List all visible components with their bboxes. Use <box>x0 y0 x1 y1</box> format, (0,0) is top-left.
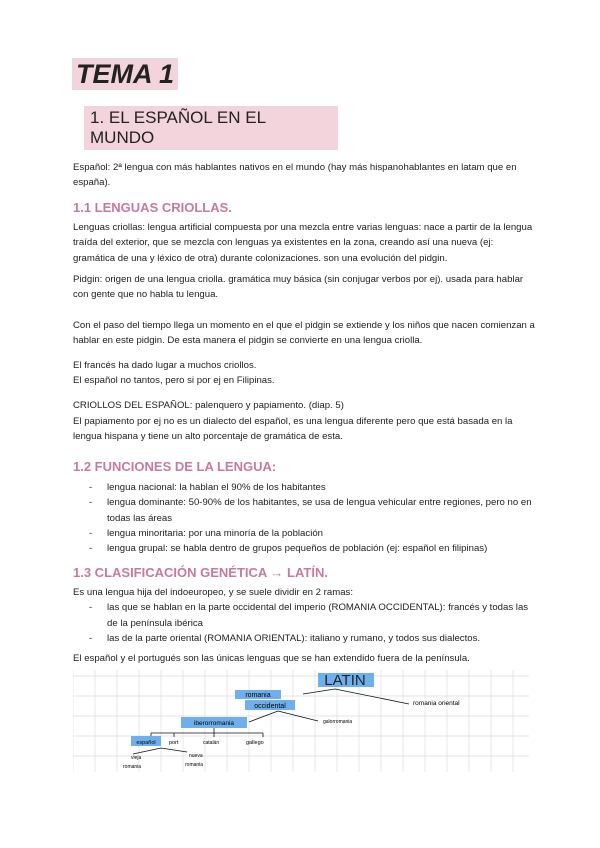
diagram-nueva-romania: romania <box>185 761 204 768</box>
diagram-galorromania: galorromania <box>323 718 353 725</box>
list-item: - las de la parte oriental (ROMANIA ORIENTAL): italiano y rumano, y todos sus dialectos. <box>73 631 535 646</box>
latin-family-diagram <box>73 670 529 772</box>
diagram-port: port <box>169 739 179 746</box>
diagram-nueva: nueva <box>189 752 203 759</box>
branches-list <box>73 600 535 646</box>
diagram-romania-occ: romania <box>245 691 271 699</box>
paragraph: El papiamento por ej no es un dialecto del español, es una lengua diferente pero que está basada en la lengua hispana y tiene un alto porcentaje de gramática de esta. <box>73 415 513 443</box>
diagram-occidental: occidental <box>254 702 286 710</box>
intro-paragraph: Español: 2ª lengua con más hablantes nativos en el mundo (hay más hispanohablantes en latam que en españa). <box>73 162 517 189</box>
diagram-gallego: gallego <box>246 739 264 746</box>
paragraph: Lenguas criollas: lengua artificial compuesta por una mezcla entre varias lenguas: nace a partir de la lengua traída del exterior, que se mezcla con lenguas ya existentes en la zona, creando así una nueva (ej: gramática de una y léxico de otra) durante colonizaciones. son una evolución del pidgin. <box>73 221 533 264</box>
diagram-espanol: español <box>136 739 156 746</box>
list-item: - lengua minoritaria: por una minoría de la población <box>73 526 535 541</box>
diagram-vieja: vieja <box>131 754 142 761</box>
paragraph: CRIOLLOS DEL ESPAÑOL: palenquero y papiamento. (diap. 5) <box>73 400 344 412</box>
paragraph: El francés ha dado lugar a muchos criollos. <box>73 359 257 371</box>
section-heading: 1. EL ESPAÑOL EN EL MUNDO <box>84 106 338 150</box>
paragraph: Es una lengua hija del indoeuropeo, y se suele dividir en 2 ramas: <box>73 586 353 598</box>
list-item: - lengua nacional: la hablan el 90% de los habitantes <box>73 480 535 495</box>
heading-funciones: 1.2 FUNCIONES DE LA LENGUA: <box>73 458 277 474</box>
diagram-romania-oriental: romania oriental <box>413 699 460 707</box>
paragraph: El español no tantos, pero si por ej en Filipinas. <box>73 375 275 387</box>
diagram-catalan: catalán <box>203 739 220 746</box>
list-item: - lengua dominante: 50-90% de los habitantes, se usa de lengua vehicular entre regiones, pero no en todas las áreas <box>73 495 535 526</box>
paragraph: Con el paso del tiempo llega un momento en el que el pidgin se extiende y los niños que nacen comienzan a hablar en este pidgin. De esta manera el pidgin se convierte en una lengua criolla. <box>73 319 535 347</box>
functions-list <box>73 480 535 557</box>
paragraph: El español y el portugués son las únicas lenguas que se han extendido fuera de la península. <box>73 653 470 665</box>
diagram-iberorromania: iberorromania <box>193 719 235 727</box>
list-item: - lengua grupal: se habla dentro de grupos pequeños de población (ej: español en filipinas) <box>73 541 535 556</box>
diagram-latin: LATIN <box>324 671 366 689</box>
heading-lenguas-criollas: 1.1 LENGUAS CRIOLLAS. <box>73 199 232 215</box>
list-item: - las que se hablan en la parte occidental del imperio (ROMANIA OCCIDENTAL): francés y todas las de la península ibérica <box>73 600 535 631</box>
page-title: TEMA 1 <box>72 58 178 90</box>
diagram-vieja-romania: romania <box>123 763 142 770</box>
heading-clasificacion: 1.3 CLASIFICACIÓN GENÉTICA → LATÍN. <box>73 564 328 580</box>
paragraph: Pidgin: origen de una lengua criolla. gramática muy básica (sin conjugar verbos por ej). usada para hablar con gente que no habla tu lengua. <box>73 274 524 301</box>
